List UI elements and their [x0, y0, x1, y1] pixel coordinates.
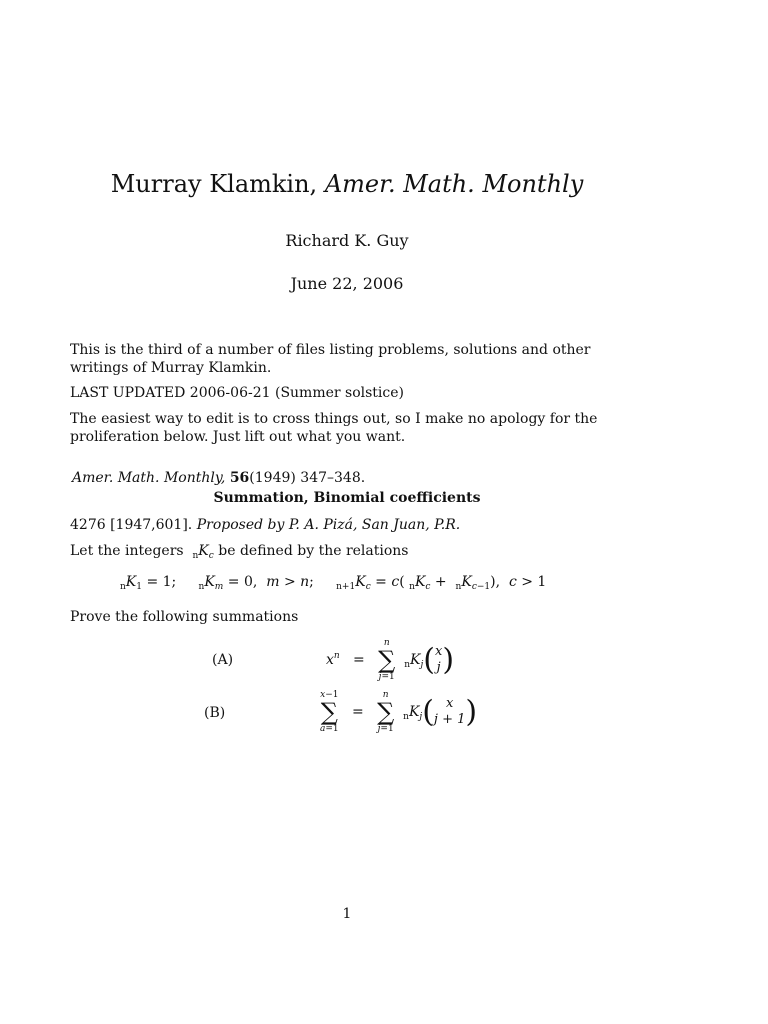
- equation-label-b: (B): [204, 705, 226, 721]
- reference-volume: 56: [229, 470, 250, 486]
- journal-reference: [72, 469, 632, 487]
- problem-proposer: Proposed by P. A. Pizá, San Juan, P.R.: [196, 517, 461, 533]
- statement-after: be defined by the relations: [218, 543, 409, 559]
- paper-date: June 22, 2006: [290, 274, 404, 293]
- equation-label-a: (A): [212, 652, 234, 668]
- reference-year-pages: (1949) 347–348.: [249, 470, 366, 486]
- recurrence-relations: $_nK_1 = 1$; $_nK_m = 0$, m > n; $_{n+1}K_c = c$( $_nK_c + _nK_{c-1}$), c > 1: [120, 574, 547, 592]
- problem-header: [70, 516, 630, 534]
- problem-number: 4276 [1947,601].: [70, 517, 193, 533]
- last-updated-line: LAST UPDATED 2006-06-21 (Summer solstice): [70, 385, 404, 401]
- equation-a: $x^n = n$ ∑ j=1 $_nK_j(x$ j): [326, 638, 455, 682]
- problem-statement: [70, 542, 630, 562]
- sum-symbol: n ∑ j=1: [377, 690, 395, 734]
- equation-b: x−1 ∑ a=1 = n ∑ j=1 $_nK_j$( x j + 1): [320, 690, 478, 734]
- intro-paragraph-3: The easiest way to edit is to cross things out, so I make no apology for the proliferation below. Just lift out what you want.: [70, 411, 598, 445]
- paper-title: [0, 170, 694, 198]
- page-number: 1: [342, 906, 352, 922]
- author-name: Richard K. Guy: [285, 231, 409, 250]
- title-journal: Amer. Math. Monthly: [324, 170, 584, 198]
- statement-before: Let the integers: [70, 543, 184, 559]
- prove-line: Prove the following summations: [70, 609, 299, 625]
- section-title: Summation, Binomial coefficients: [213, 490, 481, 506]
- title-author-name: Murray Klamkin,: [110, 170, 325, 198]
- intro-paragraph-1: This is the third of a number of files listing problems, solutions and other writings of Murray Klamkin.: [70, 342, 591, 376]
- reference-journal: Amer. Math. Monthly,: [72, 470, 226, 486]
- math-nkc: $_nK_c$: [192, 543, 214, 561]
- sum-symbol: n ∑ j=1: [378, 638, 396, 682]
- sum-symbol: x−1 ∑ a=1: [320, 690, 339, 734]
